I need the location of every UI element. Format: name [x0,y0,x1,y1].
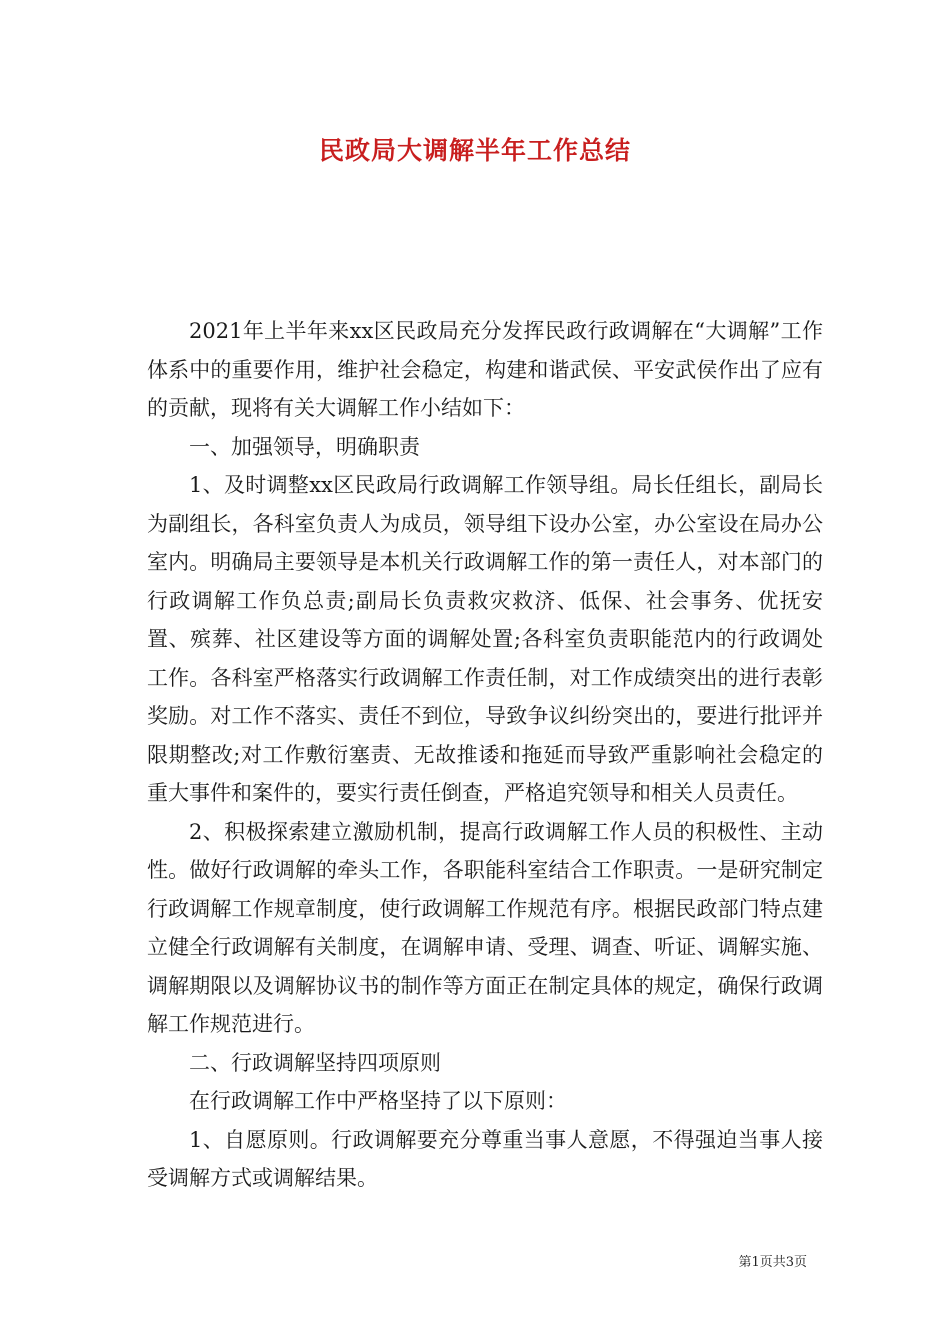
paragraph-2-intro: 在行政调解工作中严格坚持了以下原则： [189,1089,567,1113]
paragraph-intro: 2021年上半年来xx区民政局充分发挥民政行政调解在“大调解”工作体系中的重要作用，维护社会稳定，构建和谐武侯、平安武侯作出了应有的贡献，现将有关大调解工作小结如下： [147,319,823,420]
section-heading-2: 二、行政调解坚持四项原则 [189,1050,441,1075]
section-heading-1: 一、加强领导，明确职责 [189,434,420,459]
page-title: 民政局大调解半年工作总结 [318,136,631,165]
paragraph-2-1: 1、自愿原则。行政调解要充分尊重当事人意愿，不得强迫当事人接受调解方式或调解结果。 [147,1127,823,1190]
document-body [147,312,823,1198]
paragraph-1-1: 1、及时调整xx区民政局行政调解工作领导组。局长任组长，副局长为副组长，各科室负责人为成员，领导组下设办公室，办公室设在局办公室内。明确局主要领导是本机关行政调解工作的第一责任人，对本部门的行政调解工作负总责;副局长负责救灾救济、低保、社会事务、优抚安置、殡葬、社区建设等方面的调解处置;各科室负责职能范内的行政调处工作。各科室严格落实行政调解工作责任制，对工作成绩突出的进行表彰奖励。对工作不落实、责任不到位，导致争议纠纷突出的，要进行批评并限期整改;对工作敷衍塞责、无故推诿和拖延而导致严重影响社会稳定的重大事件和案件的，要实行责任倒查，严格追究领导和相关人员责任。 [147,473,823,805]
paragraph-1-2: 2、积极探索建立激励机制，提高行政调解工作人员的积极性、主动性。做好行政调解的牵头工作，各职能科室结合工作职责。一是研究制定行政调解工作规章制度，使行政调解工作规范有序。根据民政部门特点建立健全行政调解有关制度，在调解申请、受理、调查、听证、调解实施、调解期限以及调解协议书的制作等方面正在制定具体的规定，确保行政调解工作规范进行。 [147,819,823,1036]
page-number: 第1页共3页 [738,1255,807,1270]
